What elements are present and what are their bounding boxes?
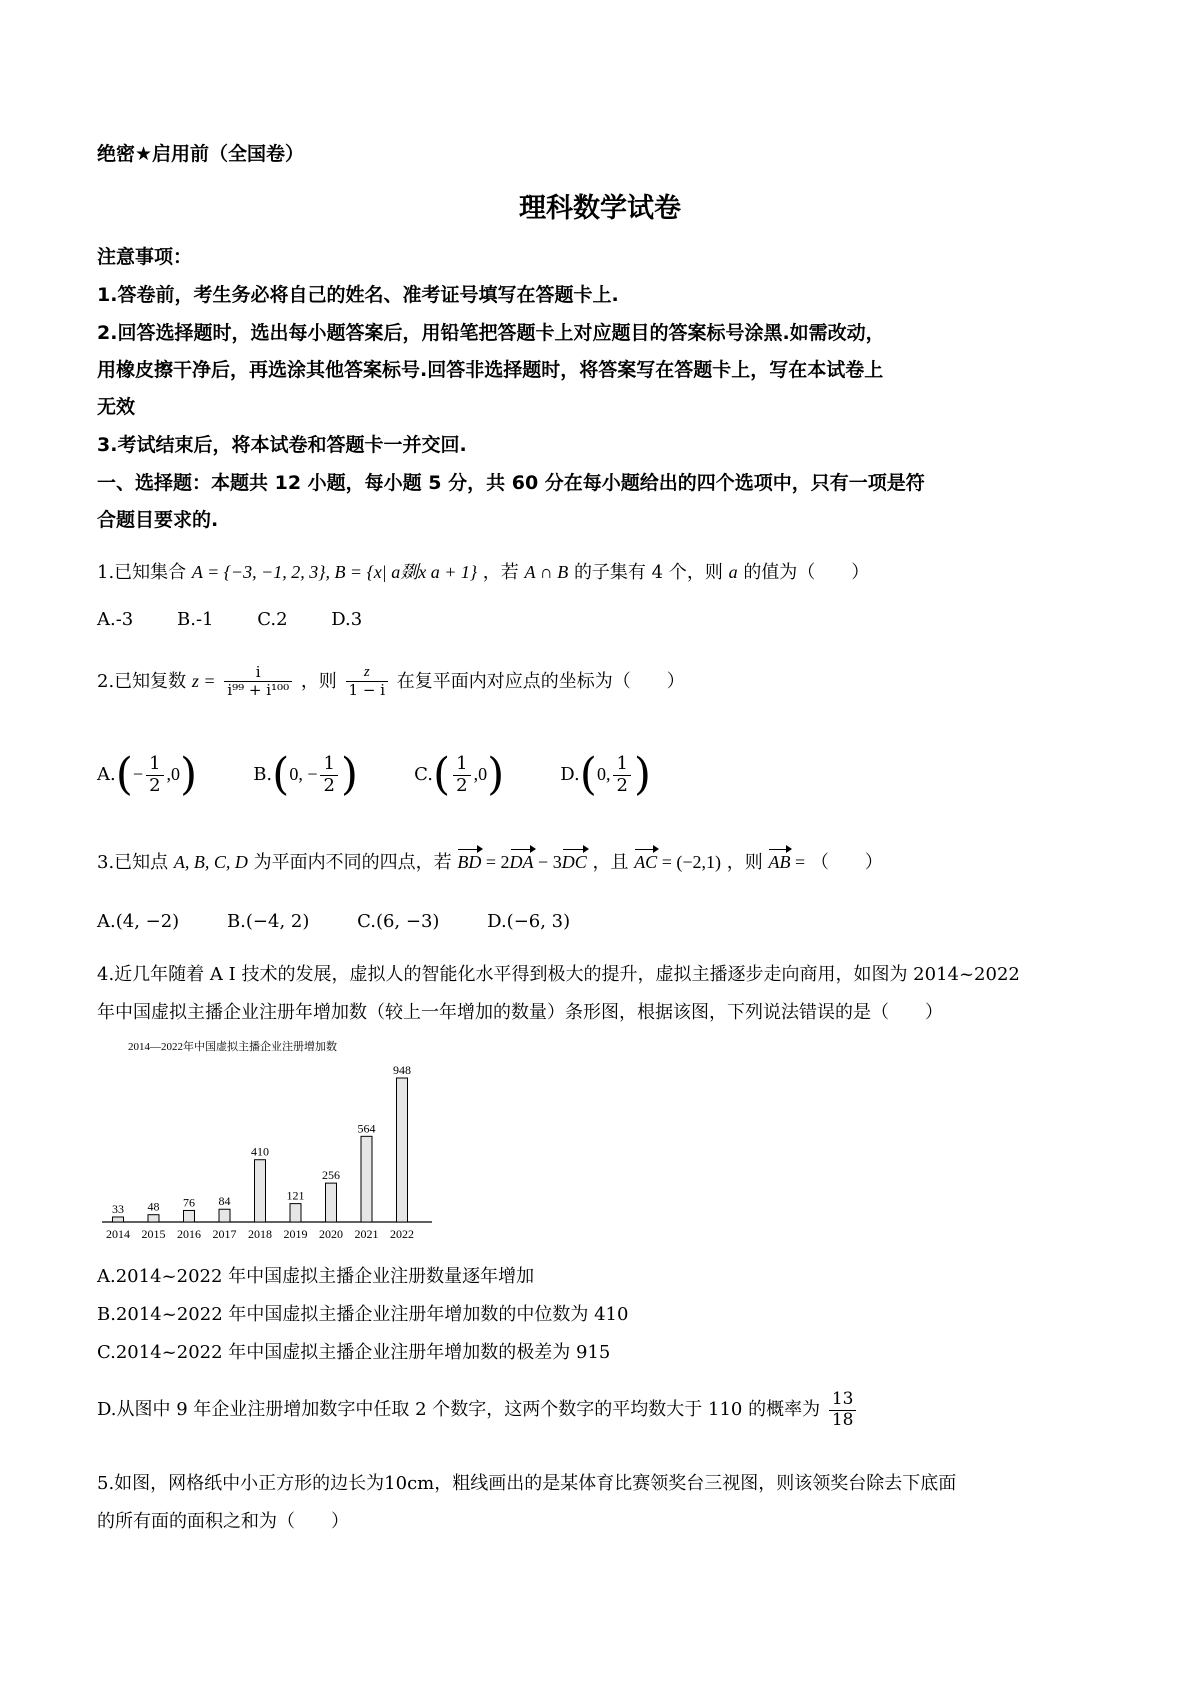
notice-heading: 注意事项：: [97, 246, 193, 268]
q4-option-d: [97, 1390, 859, 1430]
page-title: 理科数学试卷: [519, 193, 681, 224]
q3-vector-dc: DC: [561, 852, 587, 872]
q3-mid3: ，则: [726, 852, 763, 873]
bar-chart-svg: [100, 1036, 440, 1254]
chart-data-label: 948: [393, 1063, 411, 1077]
q3-option-c: C.(6, −3): [357, 911, 440, 932]
q2-options: [97, 749, 707, 800]
question-5-line2: 的所有面的面积之和为（ ）: [97, 1511, 349, 1532]
q3-options: [97, 911, 612, 932]
right-paren: ): [633, 749, 652, 800]
chart-data-label: 76: [183, 1195, 195, 1210]
chart-bar-2014: [113, 1217, 124, 1222]
chart-data-label: 48: [147, 1199, 160, 1214]
q4-option-c: C.2014~2022 年中国虚拟主播企业注册年增加数的极差为 915: [97, 1342, 611, 1363]
q3-eq3: =: [790, 852, 806, 872]
chart-tick-label: 2015: [141, 1227, 166, 1241]
right-paren: ): [180, 749, 198, 800]
q3-vector-ac: AC: [634, 852, 658, 872]
chart-bar-2018: [255, 1160, 266, 1222]
chart-bar-2019: [290, 1204, 301, 1222]
chart-bar-2016: [184, 1210, 195, 1222]
question-2: [97, 664, 685, 700]
left-paren: (: [432, 749, 451, 800]
q2-option-left: 0,: [596, 764, 611, 784]
q2-suffix: 在复平面内对应点的坐标为（ ）: [396, 670, 685, 692]
q3-mid: 为平面内不同的四点，若: [253, 852, 452, 873]
q1-set-a: A = {−3, −1, 2, 3}: [191, 562, 326, 582]
notice-item-3: 3.考试结束后，将本试卷和答题卡一并交回.: [97, 434, 467, 456]
q1-option-b: B.-1: [177, 609, 214, 630]
q1-var: a: [728, 562, 738, 582]
q2-fraction-num: i: [224, 664, 292, 682]
q2-option-left: 0, −: [289, 764, 318, 784]
chart-data-label: 256: [322, 1168, 340, 1183]
q1-mid2: 的子集有 4 个，则: [573, 562, 723, 583]
q2-mid: ，则: [300, 670, 337, 692]
left-paren: (: [272, 749, 290, 800]
q3-vector-ab: AB: [768, 852, 791, 872]
section-heading: 一、选择题：本题共 12 小题，每小题 5 分，共 60 分在每小题给出的四个选项中，只有一项是符: [97, 472, 925, 494]
right-paren: ): [340, 749, 359, 800]
q3-option-b: B.(−4, 2): [226, 911, 310, 932]
chart-data-label: 33: [112, 1201, 124, 1216]
chart-data-label: 121: [286, 1188, 305, 1203]
q2-option-label: C.: [414, 764, 433, 785]
fraction-num: 1: [613, 754, 630, 776]
q2-option-label: A.: [97, 764, 116, 785]
notice-item-2: 2.回答选择题时，选出每小题答案后，用铅笔把答题卡上对应题目的答案标号涂黑.如需改动，: [97, 322, 885, 344]
bar-chart: [100, 1036, 440, 1254]
fraction-num: 1: [320, 754, 337, 776]
q1-mid: ，若: [482, 562, 519, 583]
q2-option-b: [253, 749, 359, 800]
q4-option-a: A.2014~2022 年中国虚拟主播企业注册数量逐年增加: [97, 1266, 535, 1287]
q3-option-a: A.(4, −2): [97, 911, 180, 932]
chart-data-label: 410: [251, 1144, 269, 1159]
q1-cap: A ∩ B: [524, 562, 569, 582]
q2-fraction2-den: 1 − i: [348, 681, 385, 700]
q2-option-fraction: [613, 754, 630, 796]
fraction-num: 1: [146, 754, 163, 776]
q3-minus: − 3: [533, 852, 562, 872]
left-paren: (: [579, 749, 597, 800]
q2-option-c: [414, 749, 505, 800]
question-5-line1: 5.如图，网格纸中小正方形的边长为10cm，粗线画出的是某体育比赛领奖台三视图，则该领奖台除去下底面: [97, 1473, 957, 1494]
q1-suffix: 的值为（ ）: [743, 562, 870, 583]
q1-set-b: , B = {x| a剟x a + 1}: [325, 562, 478, 582]
q2-fraction: [224, 664, 292, 700]
q1-option-d: D.3: [331, 609, 363, 630]
section-heading-cont: 合题目要求的.: [97, 509, 219, 531]
q3-eq1: = 2: [481, 852, 510, 872]
q2-option-fraction: [320, 754, 337, 796]
chart-tick-label: 2016: [177, 1227, 201, 1241]
fraction-den: 2: [323, 774, 335, 796]
chart-tick-label: 2021: [354, 1227, 379, 1241]
chart-bar-2017: [219, 1209, 230, 1222]
q2-option-d: [560, 749, 652, 800]
left-paren: (: [115, 749, 133, 800]
notice-item-1: 1.答卷前，考生务必将自己的姓名、准考证号填写在答题卡上.: [97, 284, 619, 306]
chart-tick-label: 2019: [283, 1227, 308, 1241]
question-4-line1: 4.近几年随着 A I 技术的发展，虚拟人的智能化水平得到极大的提升，虚拟主播逐步走向商用，如图为 2014~2022: [97, 964, 1020, 985]
q2-option-fraction: [146, 754, 163, 796]
q3-vector-bd: BD: [457, 852, 482, 872]
q3-points: A, B, C, D: [173, 852, 248, 872]
chart-bar-2021: [361, 1136, 372, 1222]
q3-mid2: ，且: [592, 852, 629, 873]
chart-tick-label: 2020: [319, 1227, 343, 1241]
q3-prefix: 3.已知点: [97, 852, 169, 873]
q2-prefix: 2.已知复数: [97, 670, 187, 692]
q4-option-b: B.2014~2022 年中国虚拟主播企业注册年增加数的中位数为 410: [97, 1304, 629, 1325]
notice-item-2-cont: 用橡皮擦干净后，再选涂其他答案标号.回答非选择题时，将答案写在答题卡上，写在本试卷上: [97, 359, 884, 381]
question-3: [97, 848, 883, 874]
notice-item-2-cont2: 无效: [97, 396, 136, 418]
q1-options: [97, 609, 400, 630]
chart-bar-2022: [397, 1078, 408, 1222]
chart-tick-label: 2017: [212, 1227, 237, 1241]
q1-option-c: C.2: [257, 609, 288, 630]
q4-option-d-text: D.从图中 9 年企业注册增加数字中任取 2 个数字，这两个数字的平均数大于 110 的概率为: [97, 1399, 821, 1421]
q2-fraction2-num: z: [346, 664, 388, 682]
chart-tick-label: 2014: [106, 1227, 130, 1241]
chart-data-label: 84: [218, 1194, 231, 1209]
fraction-num: 1: [453, 754, 470, 776]
q1-option-a: A.-3: [97, 609, 134, 630]
q2-option-a: [97, 749, 198, 800]
chart-tick-label: 2018: [248, 1227, 272, 1241]
q3-suffix: （ ）: [810, 852, 883, 873]
fraction-den: 2: [616, 774, 628, 796]
question-4-line2: 年中国虚拟主播企业注册年增加数（较上一年增加的数量）条形图，根据该图，下列说法错误的是（ ）: [97, 1002, 943, 1023]
q2-option-left: −: [132, 764, 144, 784]
chart-tick-label: 2022: [390, 1227, 414, 1241]
q2-option-label: B.: [253, 764, 273, 785]
chart-title: 2014—2022年中国虚拟主播企业注册增加数: [128, 1041, 337, 1053]
q4-option-d-num: 13: [829, 1390, 857, 1411]
q2-option-right: ,0: [166, 764, 181, 784]
q3-option-d: D.(−6, 3): [487, 911, 571, 932]
q2-option-right: ,0: [473, 764, 488, 784]
q3-vector-da: DA: [509, 852, 534, 872]
chart-bar-2015: [148, 1215, 159, 1222]
q4-option-d-fraction: [829, 1390, 857, 1430]
q3-eq2: = (−2,1): [657, 852, 721, 872]
chart-data-label: 564: [357, 1121, 376, 1136]
fraction-den: 2: [149, 774, 161, 796]
q2-z: z =: [191, 670, 216, 691]
q2-option-fraction: [453, 754, 470, 796]
q2-fraction-den: i⁹⁹ + i¹⁰⁰: [227, 681, 290, 700]
right-paren: ): [487, 749, 505, 800]
secret-label: 绝密★启用前（全国卷）: [97, 143, 305, 165]
question-1: [97, 558, 869, 584]
q1-prefix: 1.已知集合: [97, 562, 187, 583]
q2-option-label: D.: [560, 764, 580, 785]
chart-bar-2020: [326, 1183, 337, 1222]
q2-fraction2: [346, 664, 388, 700]
fraction-den: 2: [456, 774, 468, 796]
q4-option-d-den: 18: [831, 1409, 854, 1430]
